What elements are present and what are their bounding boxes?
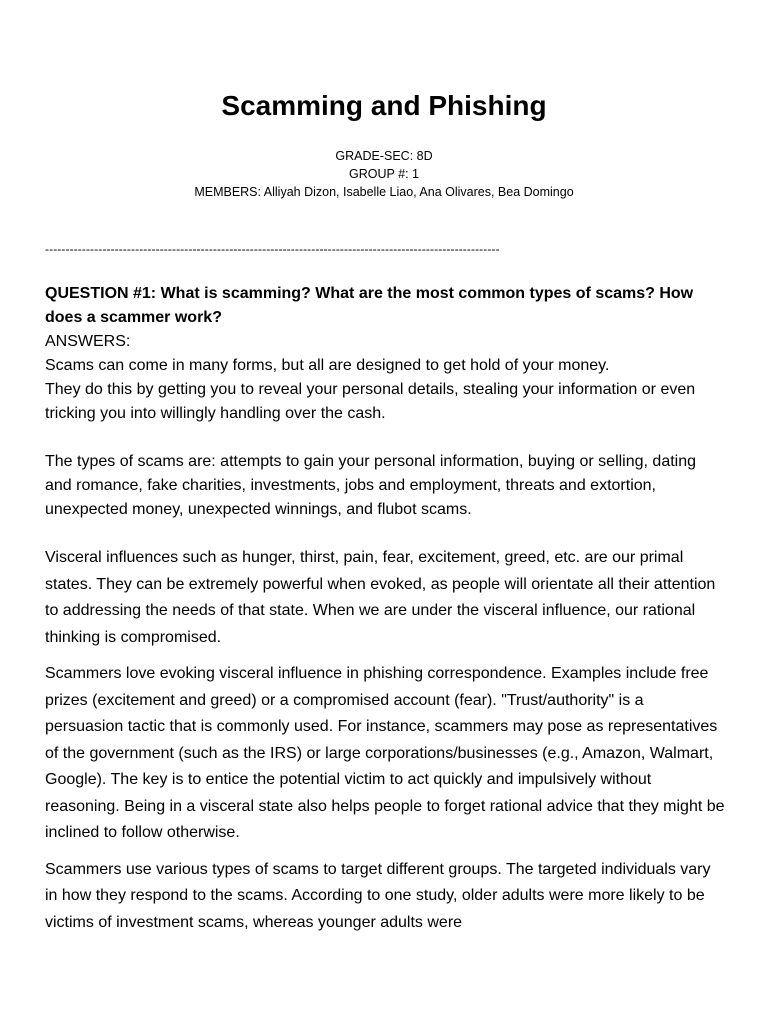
scam-types-paragraph: The types of scams are: attempts to gain your personal information, buying or selling, dating and romance, fake charities, investments, jobs and employment, threats and extortion, unexpected money, unexpected winnings, and flubot scams. — [45, 453, 697, 518]
paragraph-target-groups: Scammers use various types of scams to target different groups. The targeted individuals vary in how they respond to the scams. According to one study, older adults were more likely to be victims of investment scams, whereas younger adults were — [45, 860, 711, 931]
group-number: GROUP #: 1 — [349, 167, 419, 181]
paragraph-scammer-tactics: Scammers love evoking visceral influence in phishing correspondence. Examples include free prizes (excitement and greed) or a compromised account (fear). "Trust/authority" is a persuasion tactic that is commonly used. For instance, scammers may pose as representatives of the government (such as the IRS) or large corporations/businesses (e.g., Amazon, Walmart, Google). The key is to entice the potential victim to act quickly and impulsively without reasoning. Being in a visceral state also helps people to forget rational advice that they might be inclined to follow otherwise. — [45, 665, 725, 841]
document-body — [45, 282, 725, 936]
answers-label: ANSWERS: — [45, 333, 131, 350]
dashed-divider: --------------------------------------------------------------------------------------------------------------- — [45, 242, 500, 256]
document-title: Scamming and Phishing — [221, 90, 547, 121]
blank-line — [45, 426, 725, 450]
question-heading: QUESTION #1: What is scamming? What are the most common types of scams? How does a scammer work? — [45, 285, 694, 326]
document-meta — [0, 147, 768, 201]
members-list: MEMBERS: Alliyah Dizon, Isabelle Liao, Ana Olivares, Bea Domingo — [194, 185, 574, 199]
answer-line-1: Scams can come in many forms, but all are designed to get hold of your money. — [45, 357, 610, 374]
grade-section: GRADE-SEC: 8D — [335, 149, 433, 163]
paragraph-visceral-influences: Visceral influences such as hunger, thirst, pain, fear, excitement, greed, etc. are our primal states. They can be extremely powerful when evoked, as people will orientate all their attention to addressing the needs of that state. When we are under the visceral influence, our rational thinking is compromised. — [45, 549, 716, 646]
answer-line-2: They do this by getting you to reveal your personal details, stealing your information or even tricking you into willingly handling over the cash. — [45, 381, 696, 422]
